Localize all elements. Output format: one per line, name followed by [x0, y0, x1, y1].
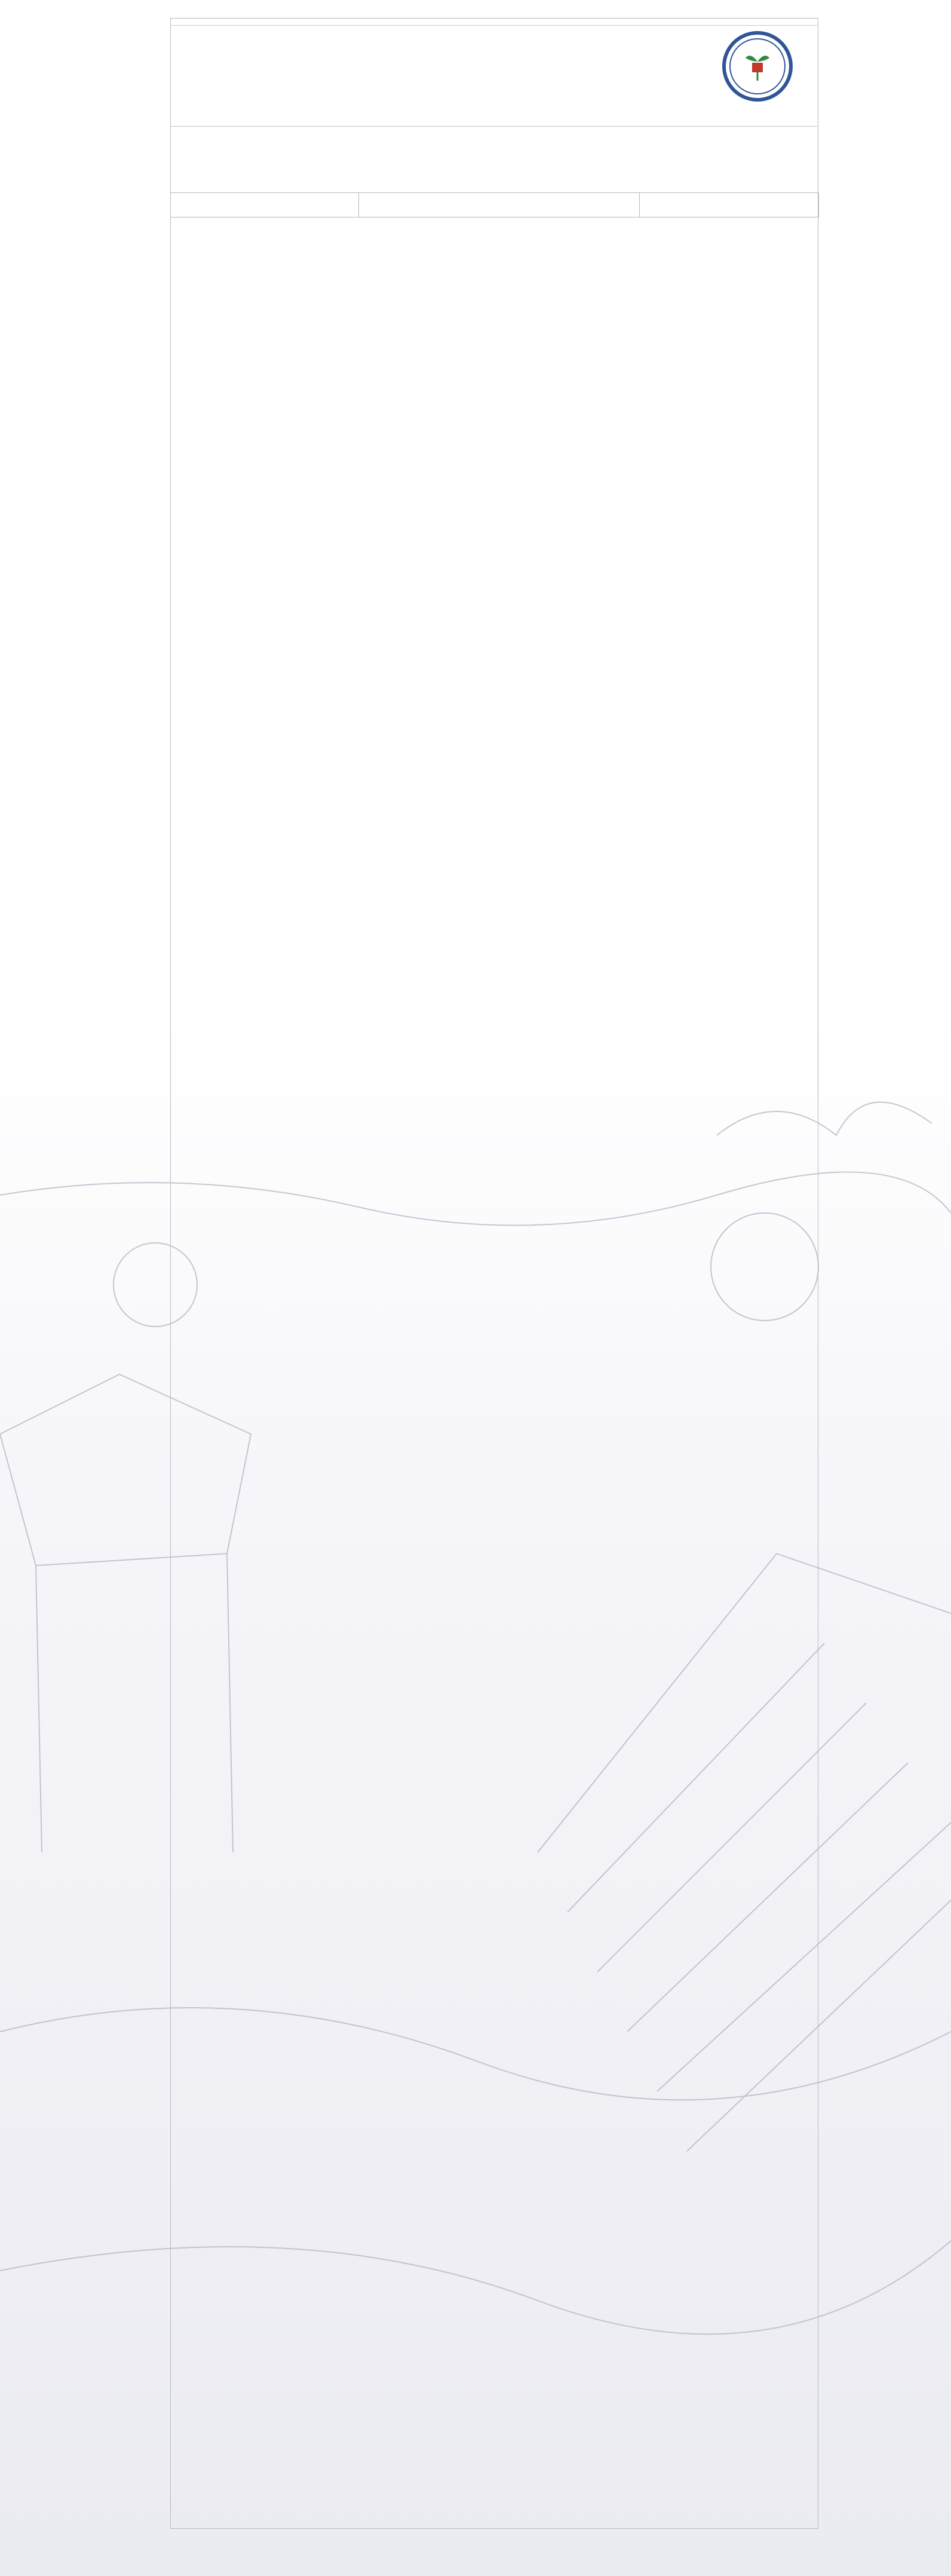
- intro-text: [170, 127, 818, 192]
- column-header-place: [640, 193, 819, 218]
- page-frame: [170, 18, 818, 2529]
- column-header-name: [359, 193, 640, 218]
- calendar-header: [170, 25, 818, 127]
- club-logo-icon: [722, 30, 793, 102]
- events-table: [170, 192, 819, 218]
- column-header-date: [171, 193, 359, 218]
- background-sketch: [0, 1016, 951, 2576]
- calendar-page: [170, 18, 818, 218]
- sketch-illustration: [0, 1016, 951, 2576]
- table-header-row: [171, 193, 819, 218]
